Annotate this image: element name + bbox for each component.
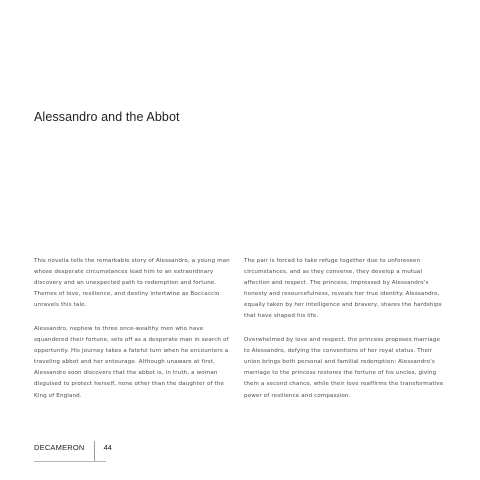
left-text-column: [34, 256, 234, 414]
paragraph: Alessandro, nephew to three once-wealthy men who have squandered their fortune, sets off as a desperate man in search of opportunity. His journey takes a fateful turn when he encounters a traveling abbot and her entourage. Although unaware at first, Alessandro soon discovers that the abbot is, in truth, a woman disguised to protect herself, none other than the daughter of the King of England.: [34, 325, 229, 399]
footer-book-title: DECAMERON: [34, 443, 85, 452]
paragraph: The pair is forced to take refuge together due to unforeseen circumstances, and as they converse, they develop a mutual affection and respect. The princess, impressed by Alessandro's honesty and resourcefulness, reveals her true identity. Alessandro, equally taken by her intelligence and bravery, shares the hardships that have shaped his life.: [244, 258, 442, 320]
page-number: 44: [103, 443, 112, 452]
page-footer: [34, 441, 112, 461]
right-text-column: [244, 256, 444, 414]
footer-rule: [34, 461, 106, 462]
paragraph: This novella tells the remarkable story of Alessandro, a young man whose desperate circumstances lead him to an extraordinary discovery and an unexpected path to redemption and fortune. Themes of love, resilience, and destiny intertwine as Boccaccio unravels this tale.: [34, 258, 230, 309]
paragraph: Overwhelmed by love and respect, the princess proposes marriage to Alessandro, defying the conventions of her royal status. Their union brings both personal and familial redemption: Alessandro's marriage to the princess restores the fortune of his uncles, giving them a second chance, while their love reaffirms the transformative power of resilience and compassion.: [244, 337, 444, 399]
chapter-title: Alessandro and the Abbot: [34, 110, 180, 124]
